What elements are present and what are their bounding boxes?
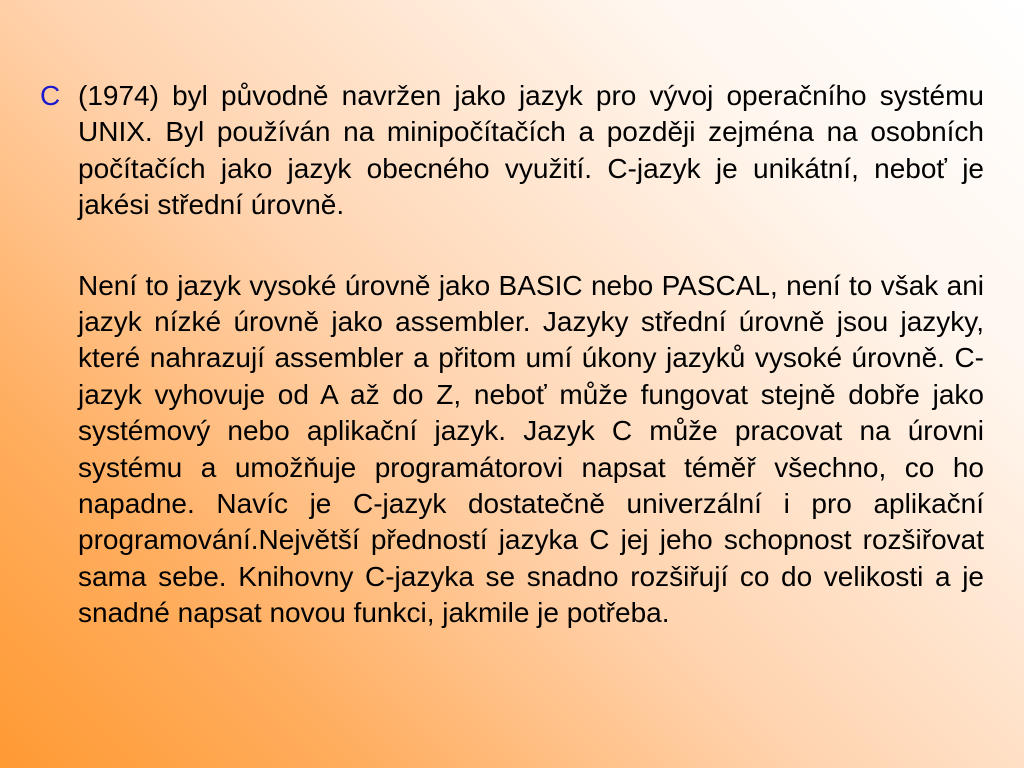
paragraph-description-text: Není to jazyk vysoké úrovně jako BASIC nebo PASCAL, není to však ani jazyk nízké úrovně jako assembler. Jazyky střední úrovně jsou jazyky, které nahrazují assembler a přitom umí úkony jazyků vysoké úrovně. C-jazyk vyhovuje od A až do Z, neboť může fungovat stejně dobře jako systémový nebo aplikační jazyk. Jazyk C může pracovat na úrovni systému a umožňuje programátorovi napsat téměř všechno, co ho napadne. Navíc je C-jazyk dostatečně univerzální i pro aplikační programování.Největší předností jazyka C jej jeho schopnost rozšiřovat sama sebe. Knihovny C-jazyka se snadno rozšiřují co do velikosti a je snadné napsat novou funkci, jakmile je potřeba. xyxy=(78,269,984,629)
paragraph-description xyxy=(0,268,1024,632)
slide-text-block xyxy=(0,78,1024,632)
lead-letter-c: C xyxy=(40,80,61,111)
paragraph-intro-text: (1974) byl původně navržen jako jazyk pro vývoj operačního systému UNIX. Byl používán na minipočítačích a později zejména na osobních počítačích jako jazyk obecného využití. C-jazyk je unikátní, neboť je jakési střední úrovně. xyxy=(78,80,984,221)
paragraph-intro xyxy=(0,78,1024,224)
